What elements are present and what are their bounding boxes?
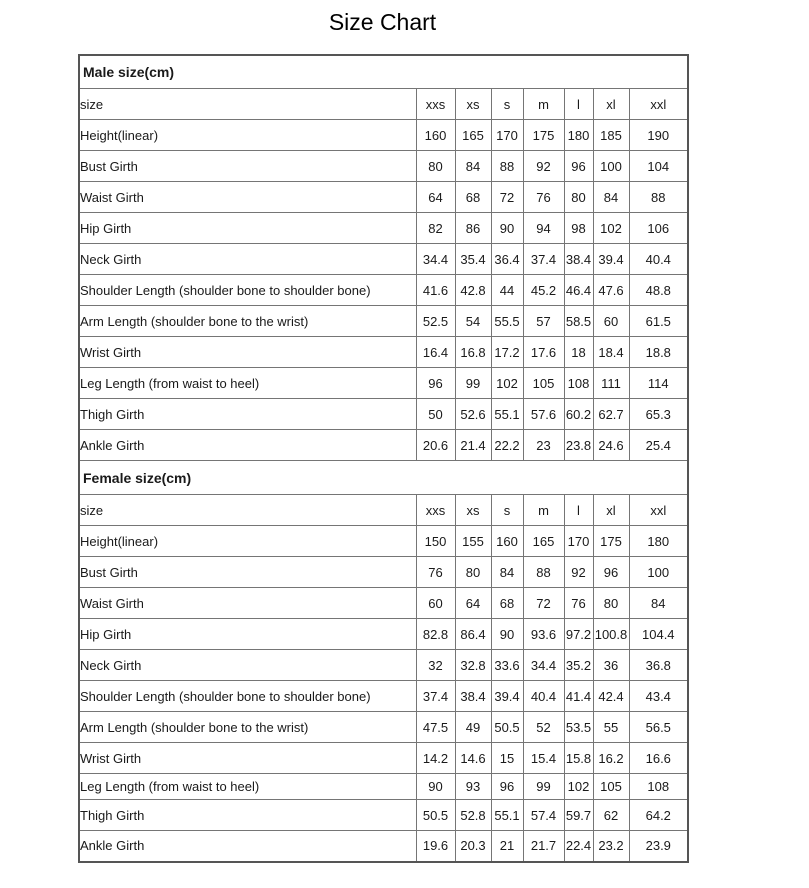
section-header-row bbox=[79, 55, 688, 89]
value-cell: 36 bbox=[593, 650, 629, 681]
value-cell: 41.6 bbox=[416, 275, 455, 306]
size-column-header: s bbox=[491, 89, 523, 120]
value-cell: 62 bbox=[593, 800, 629, 831]
value-cell: 72 bbox=[523, 588, 564, 619]
value-cell: 17.2 bbox=[491, 337, 523, 368]
size-column-header: s bbox=[491, 495, 523, 526]
value-cell: 170 bbox=[564, 526, 593, 557]
value-cell: 99 bbox=[455, 368, 491, 399]
row-label: Height(linear) bbox=[79, 526, 416, 557]
value-cell: 57 bbox=[523, 306, 564, 337]
value-cell: 155 bbox=[455, 526, 491, 557]
value-cell: 40.4 bbox=[523, 681, 564, 712]
row-label: Ankle Girth bbox=[79, 430, 416, 461]
value-cell: 175 bbox=[523, 120, 564, 151]
table-row bbox=[79, 588, 688, 619]
table-row bbox=[79, 182, 688, 213]
value-cell: 20.3 bbox=[455, 831, 491, 862]
size-column-header: xxl bbox=[629, 495, 688, 526]
value-cell: 55.5 bbox=[491, 306, 523, 337]
value-cell: 38.4 bbox=[455, 681, 491, 712]
value-cell: 102 bbox=[491, 368, 523, 399]
value-cell: 92 bbox=[564, 557, 593, 588]
value-cell: 16.6 bbox=[629, 743, 688, 774]
value-cell: 105 bbox=[593, 774, 629, 800]
value-cell: 58.5 bbox=[564, 306, 593, 337]
value-cell: 82 bbox=[416, 213, 455, 244]
value-cell: 44 bbox=[491, 275, 523, 306]
value-cell: 45.2 bbox=[523, 275, 564, 306]
value-cell: 60 bbox=[416, 588, 455, 619]
value-cell: 16.8 bbox=[455, 337, 491, 368]
row-label: Ankle Girth bbox=[79, 831, 416, 862]
value-cell: 23.2 bbox=[593, 831, 629, 862]
value-cell: 37.4 bbox=[416, 681, 455, 712]
size-column-header: xl bbox=[593, 89, 629, 120]
value-cell: 92 bbox=[523, 151, 564, 182]
row-label: Waist Girth bbox=[79, 182, 416, 213]
value-cell: 100.8 bbox=[593, 619, 629, 650]
value-cell: 52 bbox=[523, 712, 564, 743]
value-cell: 86.4 bbox=[455, 619, 491, 650]
size-column-header: xxs bbox=[416, 89, 455, 120]
value-cell: 160 bbox=[491, 526, 523, 557]
value-cell: 36.4 bbox=[491, 244, 523, 275]
value-cell: 160 bbox=[416, 120, 455, 151]
value-cell: 49 bbox=[455, 712, 491, 743]
value-cell: 20.6 bbox=[416, 430, 455, 461]
value-cell: 34.4 bbox=[523, 650, 564, 681]
value-cell: 60 bbox=[593, 306, 629, 337]
table-row bbox=[79, 120, 688, 151]
value-cell: 76 bbox=[564, 588, 593, 619]
size-header-row bbox=[79, 89, 688, 120]
value-cell: 104.4 bbox=[629, 619, 688, 650]
value-cell: 80 bbox=[564, 182, 593, 213]
value-cell: 23.9 bbox=[629, 831, 688, 862]
row-label: Hip Girth bbox=[79, 619, 416, 650]
value-cell: 21.7 bbox=[523, 831, 564, 862]
value-cell: 106 bbox=[629, 213, 688, 244]
value-cell: 111 bbox=[593, 368, 629, 399]
value-cell: 19.6 bbox=[416, 831, 455, 862]
value-cell: 43.4 bbox=[629, 681, 688, 712]
value-cell: 84 bbox=[593, 182, 629, 213]
row-label: Leg Length (from waist to heel) bbox=[79, 368, 416, 399]
value-cell: 64 bbox=[455, 588, 491, 619]
value-cell: 180 bbox=[629, 526, 688, 557]
value-cell: 68 bbox=[455, 182, 491, 213]
table-row bbox=[79, 557, 688, 588]
value-cell: 33.6 bbox=[491, 650, 523, 681]
value-cell: 102 bbox=[564, 774, 593, 800]
value-cell: 41.4 bbox=[564, 681, 593, 712]
value-cell: 57.4 bbox=[523, 800, 564, 831]
value-cell: 165 bbox=[523, 526, 564, 557]
value-cell: 50.5 bbox=[416, 800, 455, 831]
value-cell: 94 bbox=[523, 213, 564, 244]
value-cell: 93 bbox=[455, 774, 491, 800]
value-cell: 32 bbox=[416, 650, 455, 681]
value-cell: 42.8 bbox=[455, 275, 491, 306]
value-cell: 18 bbox=[564, 337, 593, 368]
table-row bbox=[79, 650, 688, 681]
value-cell: 52.5 bbox=[416, 306, 455, 337]
value-cell: 114 bbox=[629, 368, 688, 399]
table-row bbox=[79, 213, 688, 244]
size-column-header: xxs bbox=[416, 495, 455, 526]
row-label: Neck Girth bbox=[79, 650, 416, 681]
section-header-row bbox=[79, 461, 688, 495]
size-column-header: xs bbox=[455, 495, 491, 526]
value-cell: 17.6 bbox=[523, 337, 564, 368]
value-cell: 62.7 bbox=[593, 399, 629, 430]
value-cell: 165 bbox=[455, 120, 491, 151]
value-cell: 104 bbox=[629, 151, 688, 182]
row-label: Hip Girth bbox=[79, 213, 416, 244]
value-cell: 35.2 bbox=[564, 650, 593, 681]
value-cell: 55.1 bbox=[491, 399, 523, 430]
value-cell: 22.2 bbox=[491, 430, 523, 461]
value-cell: 50 bbox=[416, 399, 455, 430]
size-row-label: size bbox=[79, 495, 416, 526]
value-cell: 100 bbox=[593, 151, 629, 182]
value-cell: 84 bbox=[455, 151, 491, 182]
table-row bbox=[79, 337, 688, 368]
value-cell: 84 bbox=[491, 557, 523, 588]
value-cell: 22.4 bbox=[564, 831, 593, 862]
value-cell: 56.5 bbox=[629, 712, 688, 743]
value-cell: 39.4 bbox=[491, 681, 523, 712]
value-cell: 185 bbox=[593, 120, 629, 151]
row-label: Waist Girth bbox=[79, 588, 416, 619]
value-cell: 90 bbox=[491, 213, 523, 244]
value-cell: 65.3 bbox=[629, 399, 688, 430]
value-cell: 14.2 bbox=[416, 743, 455, 774]
table-row bbox=[79, 244, 688, 275]
value-cell: 80 bbox=[593, 588, 629, 619]
size-row-label: size bbox=[79, 89, 416, 120]
size-chart-body bbox=[79, 55, 688, 862]
row-label: Height(linear) bbox=[79, 120, 416, 151]
value-cell: 47.6 bbox=[593, 275, 629, 306]
value-cell: 16.2 bbox=[593, 743, 629, 774]
row-label: Arm Length (shoulder bone to the wrist) bbox=[79, 712, 416, 743]
value-cell: 21.4 bbox=[455, 430, 491, 461]
table-row bbox=[79, 774, 688, 800]
value-cell: 34.4 bbox=[416, 244, 455, 275]
value-cell: 96 bbox=[491, 774, 523, 800]
table-row bbox=[79, 526, 688, 557]
table-row bbox=[79, 743, 688, 774]
table-row bbox=[79, 712, 688, 743]
value-cell: 46.4 bbox=[564, 275, 593, 306]
value-cell: 42.4 bbox=[593, 681, 629, 712]
value-cell: 88 bbox=[523, 557, 564, 588]
value-cell: 21 bbox=[491, 831, 523, 862]
value-cell: 15.8 bbox=[564, 743, 593, 774]
value-cell: 80 bbox=[416, 151, 455, 182]
value-cell: 40.4 bbox=[629, 244, 688, 275]
value-cell: 55 bbox=[593, 712, 629, 743]
row-label: Bust Girth bbox=[79, 557, 416, 588]
page bbox=[0, 9, 809, 863]
value-cell: 39.4 bbox=[593, 244, 629, 275]
size-column-header: xl bbox=[593, 495, 629, 526]
value-cell: 15 bbox=[491, 743, 523, 774]
row-label: Neck Girth bbox=[79, 244, 416, 275]
row-label: Thigh Girth bbox=[79, 399, 416, 430]
table-row bbox=[79, 681, 688, 712]
value-cell: 23 bbox=[523, 430, 564, 461]
value-cell: 90 bbox=[491, 619, 523, 650]
table-row bbox=[79, 831, 688, 862]
value-cell: 108 bbox=[564, 368, 593, 399]
value-cell: 90 bbox=[416, 774, 455, 800]
value-cell: 150 bbox=[416, 526, 455, 557]
size-chart-table bbox=[78, 54, 689, 863]
value-cell: 35.4 bbox=[455, 244, 491, 275]
value-cell: 55.1 bbox=[491, 800, 523, 831]
row-label: Arm Length (shoulder bone to the wrist) bbox=[79, 306, 416, 337]
value-cell: 190 bbox=[629, 120, 688, 151]
table-row bbox=[79, 368, 688, 399]
size-column-header: m bbox=[523, 495, 564, 526]
value-cell: 97.2 bbox=[564, 619, 593, 650]
value-cell: 175 bbox=[593, 526, 629, 557]
value-cell: 60.2 bbox=[564, 399, 593, 430]
value-cell: 108 bbox=[629, 774, 688, 800]
value-cell: 82.8 bbox=[416, 619, 455, 650]
value-cell: 52.6 bbox=[455, 399, 491, 430]
value-cell: 72 bbox=[491, 182, 523, 213]
value-cell: 102 bbox=[593, 213, 629, 244]
value-cell: 96 bbox=[593, 557, 629, 588]
size-column-header: xs bbox=[455, 89, 491, 120]
value-cell: 88 bbox=[491, 151, 523, 182]
value-cell: 105 bbox=[523, 368, 564, 399]
row-label: Bust Girth bbox=[79, 151, 416, 182]
row-label: Wrist Girth bbox=[79, 743, 416, 774]
value-cell: 59.7 bbox=[564, 800, 593, 831]
size-column-header: xxl bbox=[629, 89, 688, 120]
value-cell: 96 bbox=[564, 151, 593, 182]
value-cell: 99 bbox=[523, 774, 564, 800]
value-cell: 98 bbox=[564, 213, 593, 244]
value-cell: 16.4 bbox=[416, 337, 455, 368]
value-cell: 18.4 bbox=[593, 337, 629, 368]
value-cell: 36.8 bbox=[629, 650, 688, 681]
value-cell: 53.5 bbox=[564, 712, 593, 743]
table-row bbox=[79, 275, 688, 306]
value-cell: 57.6 bbox=[523, 399, 564, 430]
value-cell: 76 bbox=[523, 182, 564, 213]
value-cell: 96 bbox=[416, 368, 455, 399]
size-column-header: l bbox=[564, 495, 593, 526]
value-cell: 84 bbox=[629, 588, 688, 619]
value-cell: 64.2 bbox=[629, 800, 688, 831]
value-cell: 48.8 bbox=[629, 275, 688, 306]
size-column-header: l bbox=[564, 89, 593, 120]
row-label: Thigh Girth bbox=[79, 800, 416, 831]
table-row bbox=[79, 306, 688, 337]
row-label: Leg Length (from waist to heel) bbox=[79, 774, 416, 800]
value-cell: 37.4 bbox=[523, 244, 564, 275]
row-label: Wrist Girth bbox=[79, 337, 416, 368]
row-label: Shoulder Length (shoulder bone to shoulder bone) bbox=[79, 681, 416, 712]
value-cell: 180 bbox=[564, 120, 593, 151]
value-cell: 47.5 bbox=[416, 712, 455, 743]
section-title: Male size(cm) bbox=[79, 55, 688, 89]
value-cell: 80 bbox=[455, 557, 491, 588]
value-cell: 61.5 bbox=[629, 306, 688, 337]
value-cell: 68 bbox=[491, 588, 523, 619]
row-label: Shoulder Length (shoulder bone to shoulder bone) bbox=[79, 275, 416, 306]
value-cell: 18.8 bbox=[629, 337, 688, 368]
value-cell: 23.8 bbox=[564, 430, 593, 461]
value-cell: 76 bbox=[416, 557, 455, 588]
value-cell: 52.8 bbox=[455, 800, 491, 831]
value-cell: 54 bbox=[455, 306, 491, 337]
page-title: Size Chart bbox=[328, 9, 437, 35]
value-cell: 25.4 bbox=[629, 430, 688, 461]
value-cell: 14.6 bbox=[455, 743, 491, 774]
table-row bbox=[79, 151, 688, 182]
value-cell: 93.6 bbox=[523, 619, 564, 650]
value-cell: 86 bbox=[455, 213, 491, 244]
table-row bbox=[79, 430, 688, 461]
section-title: Female size(cm) bbox=[79, 461, 688, 495]
value-cell: 24.6 bbox=[593, 430, 629, 461]
value-cell: 88 bbox=[629, 182, 688, 213]
value-cell: 15.4 bbox=[523, 743, 564, 774]
table-row bbox=[79, 399, 688, 430]
value-cell: 50.5 bbox=[491, 712, 523, 743]
size-header-row bbox=[79, 495, 688, 526]
value-cell: 170 bbox=[491, 120, 523, 151]
value-cell: 64 bbox=[416, 182, 455, 213]
table-row bbox=[79, 800, 688, 831]
table-row bbox=[79, 619, 688, 650]
size-column-header: m bbox=[523, 89, 564, 120]
value-cell: 100 bbox=[629, 557, 688, 588]
value-cell: 32.8 bbox=[455, 650, 491, 681]
value-cell: 38.4 bbox=[564, 244, 593, 275]
